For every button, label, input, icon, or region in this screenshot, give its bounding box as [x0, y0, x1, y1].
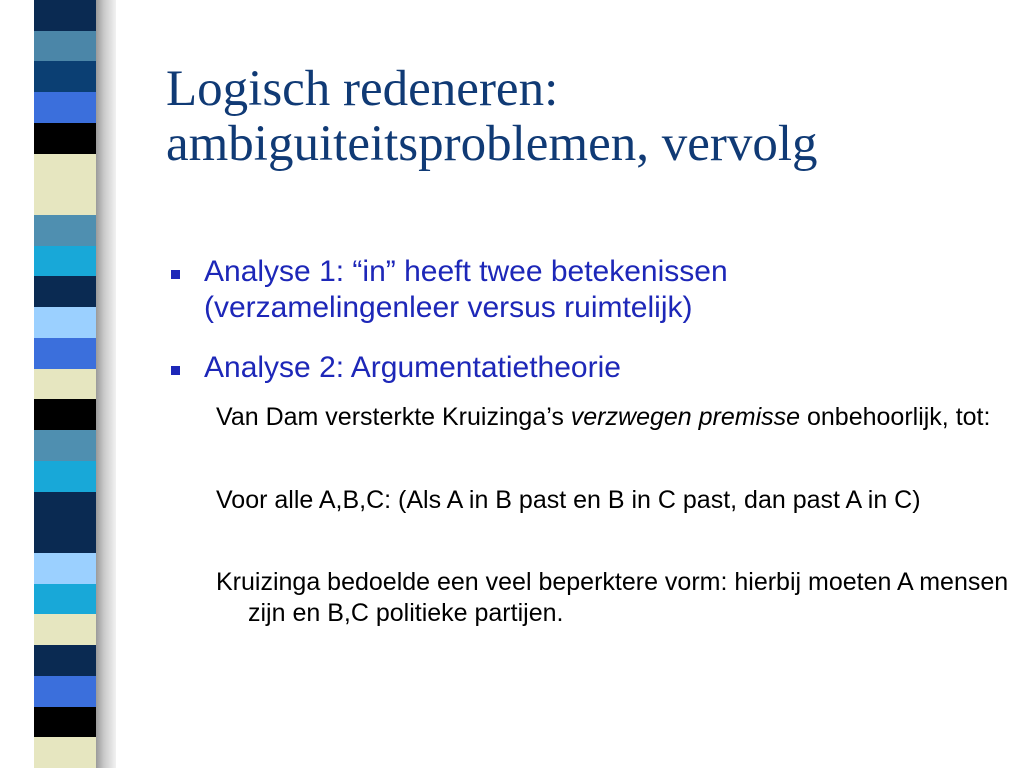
sub-item-van-dam-text: Van Dam versterkte Kruizinga’s [216, 403, 571, 431]
sub-item-emphasis: verzwegen premisse [570, 403, 801, 431]
stripe-segment [34, 123, 96, 154]
stripe-segment [34, 154, 96, 185]
sub-item-kruizinga: Kruizinga bedoelde een veel beperktere vorm: hierbij moeten A mensen zijn en B,C politieke partijen. [216, 568, 1009, 627]
stripe-segment [34, 645, 96, 676]
stripe-segment [34, 215, 96, 246]
sub-item-van-dam-end: onbehoorlijk, tot: [800, 403, 991, 431]
stripe-segment [34, 614, 96, 645]
bullet-square-icon [171, 366, 180, 375]
stripe-segment [34, 584, 96, 615]
stripe-segment [34, 492, 96, 523]
decorative-stripe-bar [34, 0, 96, 768]
stripe-segment [34, 184, 96, 215]
sub-item-van-dam [216, 402, 1024, 433]
stripe-segment [34, 31, 96, 62]
stripe-segment [34, 522, 96, 553]
stripe-segment [34, 246, 96, 277]
stripe-segment [34, 0, 96, 31]
slide-title-line2: ambiguiteitsproblemen, vervolg [166, 116, 818, 172]
stripe-segment [34, 307, 96, 338]
bullet-analyse-1: Analyse 1: “in” heeft twee betekenissen (verzamelingenleer versus ruimtelijk) [204, 255, 728, 324]
stripe-segment [34, 399, 96, 430]
bullet-square-icon [171, 270, 180, 279]
stripe-segment [34, 276, 96, 307]
stripe-segment [34, 461, 96, 492]
stripe-segment [34, 92, 96, 123]
stripe-segment [34, 707, 96, 738]
slide-title-line1: Logisch redeneren: [166, 61, 559, 117]
stripe-segment [34, 338, 96, 369]
slide-title [166, 62, 1006, 172]
stripe-segment [34, 369, 96, 400]
stripe-segment [34, 737, 96, 768]
sub-item-voor-alle: Voor alle A,B,C: (Als A in B past en B in C past, dan past A in C) [216, 486, 921, 514]
stripe-segment [34, 61, 96, 92]
stripe-segment [34, 430, 96, 461]
stripe-segment [34, 676, 96, 707]
stripe-segment [34, 553, 96, 584]
stripe-shadow [96, 0, 116, 768]
bullet-analyse-2: Analyse 2: Argumentatietheorie [204, 351, 621, 384]
